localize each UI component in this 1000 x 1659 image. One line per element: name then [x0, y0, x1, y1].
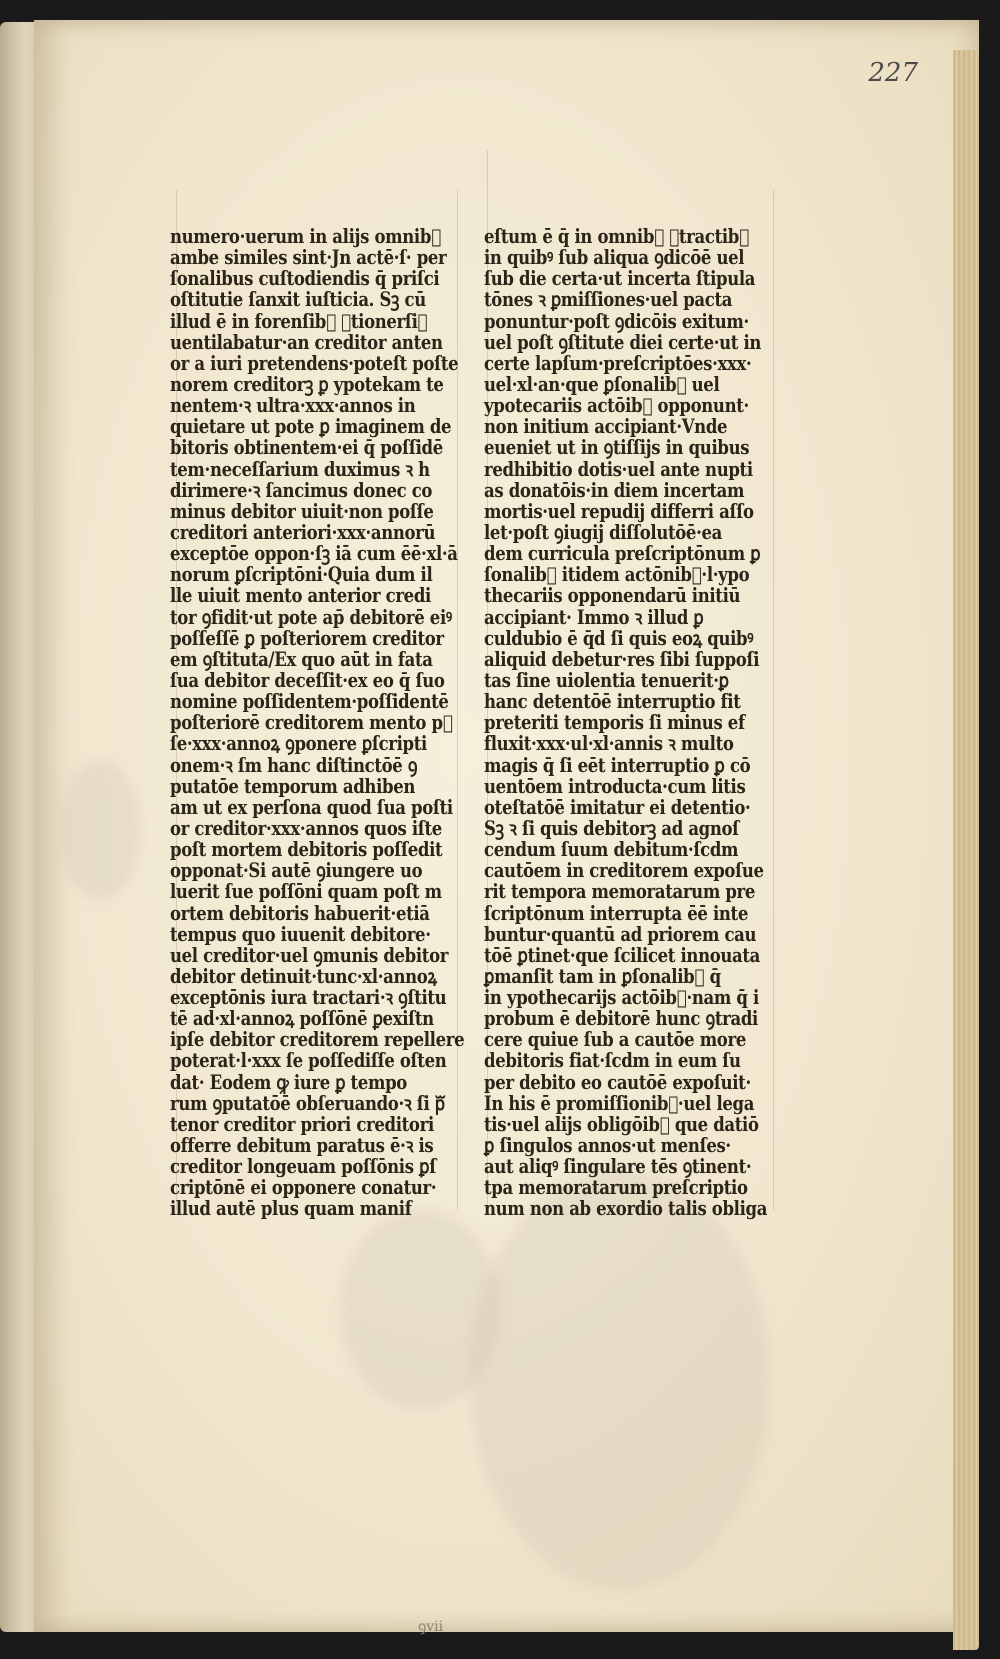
text-line: creditori anteriori·xxx·annorū [170, 520, 436, 544]
text-line: ſcriptōnum interrupta ēē inte [484, 901, 749, 925]
text-line: fluxit·xxx·ul·xl·annis ꝛ multo [484, 732, 734, 756]
text-line: tōē ꝑtinet·que ſcilicet innouata [484, 943, 761, 967]
text-line: ipſe debitor creditorem repellere [170, 1028, 465, 1052]
text-line: poſt mortem debitoris poſſedit [170, 838, 443, 862]
text-line: in ypothecarijs actōib᷒·nam q̄ i [484, 986, 759, 1010]
text-line: let·poſt ꝯiugij diſſolutōē·ea [484, 520, 722, 544]
text-line: or a iuri pretendens·poteſt poſte [170, 351, 459, 375]
text-line: uentōem introducta·cum litis [484, 774, 746, 798]
text-line: rum ꝯputatōē obſeruando·ꝛ ſi pᷓ [170, 1091, 445, 1115]
text-line: illud autē plus quam manif [170, 1197, 412, 1221]
text-line: offerre debitum paratus ē·ꝛ is [170, 1134, 434, 1158]
folio-number: 227 [868, 58, 918, 88]
text-line: non initium accipiant·Vnde [484, 415, 728, 439]
text-line: uel poſt ꝯſtitute diei certe·ut in [484, 330, 762, 354]
text-line: criptōnē ei opponere conatur· [170, 1176, 437, 1200]
text-line: exceptōe oppon·ſꝫ iā cum ēē·xl·ā [170, 542, 458, 566]
text-line: lle uiuit mento anterior credi [170, 584, 431, 608]
text-line: num non ab exordio talis obliga [484, 1197, 768, 1221]
text-line: or creditor·xxx·annos quos iſte [170, 816, 442, 840]
text-line: creditor longeuam poſſōnis ꝑſ [170, 1155, 436, 1179]
text-line: ſonalibus cuſtodiendis q̄ priſci [170, 267, 440, 291]
text-line: minus debitor uiuit·non poſſe [170, 499, 434, 523]
text-line: tē ad·xl·annoꝝ poſſōnē ꝑexiſtn [170, 1007, 434, 1031]
text-line: as donatōis·in diem incertam [484, 478, 745, 502]
text-line: dirimere·ꝛ ſancimus donec co [170, 478, 433, 502]
bottom-mark: ꝯvii [418, 1619, 444, 1635]
text-line: tor ꝯfidit·ut pote ap̄ debitorē eiꝰ [170, 605, 452, 629]
text-line: eſtum ē q̄ in omnib᷒ ꝯtractib᷒ [484, 225, 749, 248]
text-line: ꝑ ſingulos annos·ut menſes· [484, 1134, 731, 1158]
text-line: per debito eo cautōē expoſuit· [484, 1070, 751, 1094]
text-line: certe lapſum·preſcriptōes·xxx· [484, 351, 752, 375]
text-line: ambe similes sint·Jn actē·ſ· per [170, 246, 447, 270]
water-stain [340, 1210, 500, 1410]
water-stain [60, 760, 140, 900]
text-line: ypotecariis actōib᷒ opponunt· [484, 394, 749, 418]
text-line: redhibitio dotis·uel ante nupti [484, 457, 753, 481]
text-line: buntur·quantū ad priorem cau [484, 922, 757, 946]
text-line: ſua debitor deceſſit·ex eo q̄ ſuo [170, 668, 445, 692]
text-line: tōnes ꝛ ꝑmiſſiones·uel pacta [484, 288, 733, 312]
text-line: debitor detinuit·tunc·xl·annoꝝ [170, 964, 437, 988]
text-line: tas ſine uiolentia tenuerit·ꝑ [484, 668, 729, 692]
text-line: accipiant· Immo ꝛ illud ꝑ [484, 605, 704, 629]
text-line: culdubio ē q̄d ſi quis eoꝝ quibꝰ [484, 626, 754, 650]
text-line: uel·xl·an·que ꝑſonalib᷒ uel [484, 372, 720, 396]
text-line: nomine poſſidentem·poſſidentē [170, 690, 449, 714]
text-line: poſſeſſē ꝑ poſteriorem creditor [170, 626, 444, 650]
water-stain [470, 1170, 770, 1590]
text-line: tenor creditor priori creditori [170, 1112, 434, 1136]
text-line: debitoris fiat·ſcdm in eum ſu [484, 1049, 741, 1073]
text-line: poterat·l·xxx ſe poſſediſſe oſten [170, 1049, 447, 1073]
text-column-right [484, 226, 774, 1220]
text-line: tis·uel alijs obligōib᷒ que datiō [484, 1112, 759, 1136]
text-line: uel creditor·uel ꝯmunis debitor [170, 943, 449, 967]
text-line: tempus quo iuuenit debitore· [170, 922, 431, 946]
text-line: tpa memoratarum preſcriptio [484, 1176, 748, 1200]
text-line: bitoris obtinentem·ei q̄ poſſidē [170, 436, 443, 460]
text-line: quietare ut pote ꝑ imaginem de [170, 415, 452, 439]
text-line: Sꝫ ꝛ ſi quis debitorꝫ ad agnoſ [484, 816, 739, 840]
text-line: luerit ſue poſſōni quam poſt m [170, 880, 442, 904]
text-line: ꝑmanſit tam in ꝑſonalib᷒ q̄ [484, 964, 721, 988]
text-column-left [170, 225, 465, 1221]
text-line: oſtitutie ſanxit iuſticia. Sꝫ cū [170, 288, 426, 312]
text-line: cautōem in creditorem expoſue [484, 859, 764, 883]
text-line: numero·uerum in alijs omnib᷒ [170, 225, 441, 248]
text-line: ſonalib᷒ itidem actōnib᷒·l·ypo [484, 563, 750, 587]
text-line: am ut ex perſona quod ſua poſti [170, 795, 453, 819]
page-fore-edge [953, 50, 979, 1650]
text-line: dat· Eodem ꝙ iure ꝑ tempo [170, 1070, 407, 1094]
text-line: ortem debitoris habuerit·etiā [170, 901, 430, 925]
text-line: dem curricula preſcriptōnum ꝑ [484, 542, 761, 566]
text-line: cendum ſuum debitum·ſcdm [484, 838, 739, 862]
text-line: preteriti temporis ſi minus ef [484, 711, 745, 735]
text-line: opponat·Si autē ꝯiungere uo [170, 859, 423, 883]
text-line: uentilabatur·an creditor anten [170, 330, 443, 354]
text-line: nentem·ꝛ ultra·xxx·annos in [170, 394, 416, 418]
text-line: thecariis opponendarū initiū [484, 584, 741, 608]
text-line: in quibꝰ ſub aliqua ꝯdicōē uel [484, 246, 745, 270]
text-line: ponuntur·poſt ꝯdicōis exitum· [484, 309, 749, 333]
text-line: probum ē debitorē hunc ꝯtradi [484, 1007, 758, 1031]
text-line: poſteriorē creditorem mento pᷓ [170, 711, 453, 735]
text-line: ſub die certa·ut incerta ſtipula [484, 267, 756, 291]
text-line: norum ꝑſcriptōni·Quia dum il [170, 563, 433, 587]
text-line: aliquid debetur·res ſibi ſuppoſi [484, 647, 760, 671]
text-line: illud ē in forenſib᷒ ꝯtionerſiꝰ [170, 309, 428, 333]
text-line: onem·ꝛ ſm hanc diſtinctōē ꝯ [170, 753, 418, 777]
text-line: oteſtatōē imitatur ei detentio· [484, 795, 751, 819]
text-line: exceptōnis iura tractari·ꝛ ꝯſtitu [170, 986, 447, 1010]
text-line: tem·neceſſarium duximus ꝛ h [170, 457, 430, 481]
text-line: eueniet ut in ꝯtiſſijs in quibus [484, 436, 750, 460]
text-line: mortis·uel repudij differri aſſo [484, 499, 754, 523]
text-line: cere quiue ſub a cautōe more [484, 1028, 746, 1052]
text-line: magis q̄ ſi eēt interruptio ꝑ cō [484, 753, 751, 777]
text-line: hanc detentōē interruptio fit [484, 690, 741, 714]
text-line: em ꝯſtituta/Ex quo aūt in fata [170, 647, 433, 671]
text-line: norem creditorꝫ ꝑ ypotekam te [170, 372, 444, 396]
text-line: aut aliqꝰ ſingulare tēs ꝯtinent· [484, 1155, 752, 1179]
text-line: In his ē promiſſionib᷒·uel lega [484, 1091, 755, 1115]
text-line: putatōe temporum adhiben [170, 774, 416, 798]
text-line: ſe·xxx·annoꝝ ꝯponere ꝑſcripti [170, 732, 427, 756]
text-line: rit tempora memoratarum pre [484, 880, 756, 904]
